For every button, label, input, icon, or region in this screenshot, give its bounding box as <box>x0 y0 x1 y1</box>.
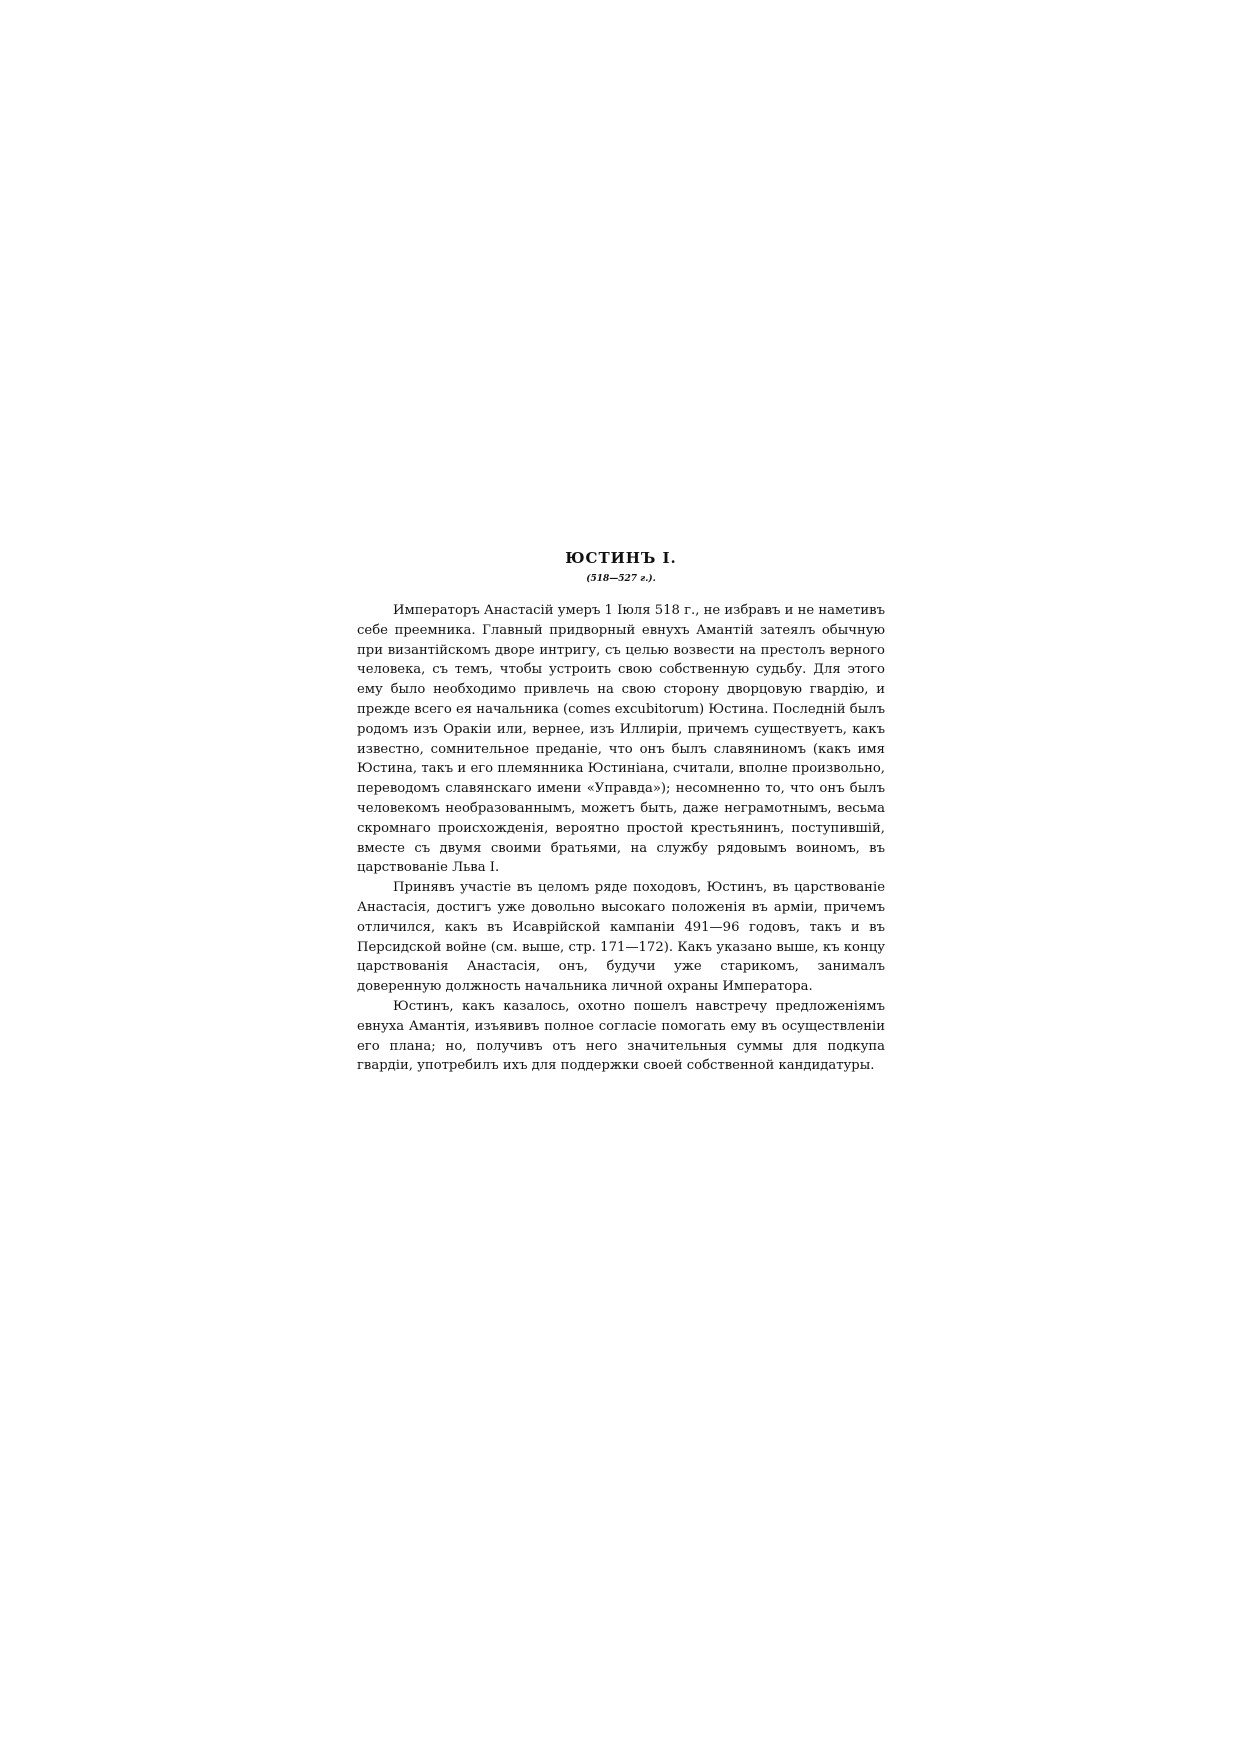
paragraph-3: Юстинъ, какъ казалось, охотно пошелъ навстречу предложеніямъ евнуха Амантія, изъявивъ полное согласіе помогать ему въ осуществленіи его плана; но, получивъ отъ него значительныя суммы для подкупа гвардіи, употребилъ ихъ для поддержки своей собственной кандидатуры. <box>357 998 885 1074</box>
reign-dates: (518—527 г.). <box>586 574 656 584</box>
chapter-text-block <box>357 548 885 1076</box>
paragraph-1: Императоръ Анастасій умеръ 1 Іюля 518 г., не избравъ и не наметивъ себе преемника. Главный придворный евнухъ Амантій затеялъ обычную при византійскомъ дворе интригу, съ целью возвести на престолъ верного человека, съ темъ, чтобы устроить свою собственную судьбу. Для этого ему было необходимо привлечь на свою сторону дворцовую гвардію, и прежде всего ея начальника (comes excubitorum) Юстина. Последній былъ родомъ изъ Оракіи или, вернее, изъ Иллиріи, причемъ существуетъ, какъ известно, сомнительное преданіе, что онъ былъ славяниномъ (какъ имя Юстина, такъ и его племянника Юстиніана, считали, вполне произвольно, переводомъ славянскаго имени «Управда»); несомненно то, что онъ былъ человекомъ необразованнымъ, можетъ быть, даже неграмотнымъ, весьма скромнаго происхожденія, вероятно простой крестьянинъ, поступившій, вместе съ двумя своими братьями, на службу рядовымъ воиномъ, въ царствованіе Льва I. <box>357 603 885 876</box>
paragraph-2: Принявъ участіе въ целомъ ряде походовъ, Юстинъ, въ царствованіе Анастасія, достигъ уже довольно высокаго положенія въ арміи, причемъ отличился, какъ въ Исаврійской кампаніи 491—96 годовъ, такъ и въ Персидской войне (см. выше, стр. 171—172). Какъ указано выше, къ концу царствованія Анастасія, онъ, будучи уже старикомъ, занималъ доверенную должность начальника личной охраны Императора. <box>357 880 885 995</box>
chapter-title: ЮСТИНЪ I. <box>565 549 677 567</box>
